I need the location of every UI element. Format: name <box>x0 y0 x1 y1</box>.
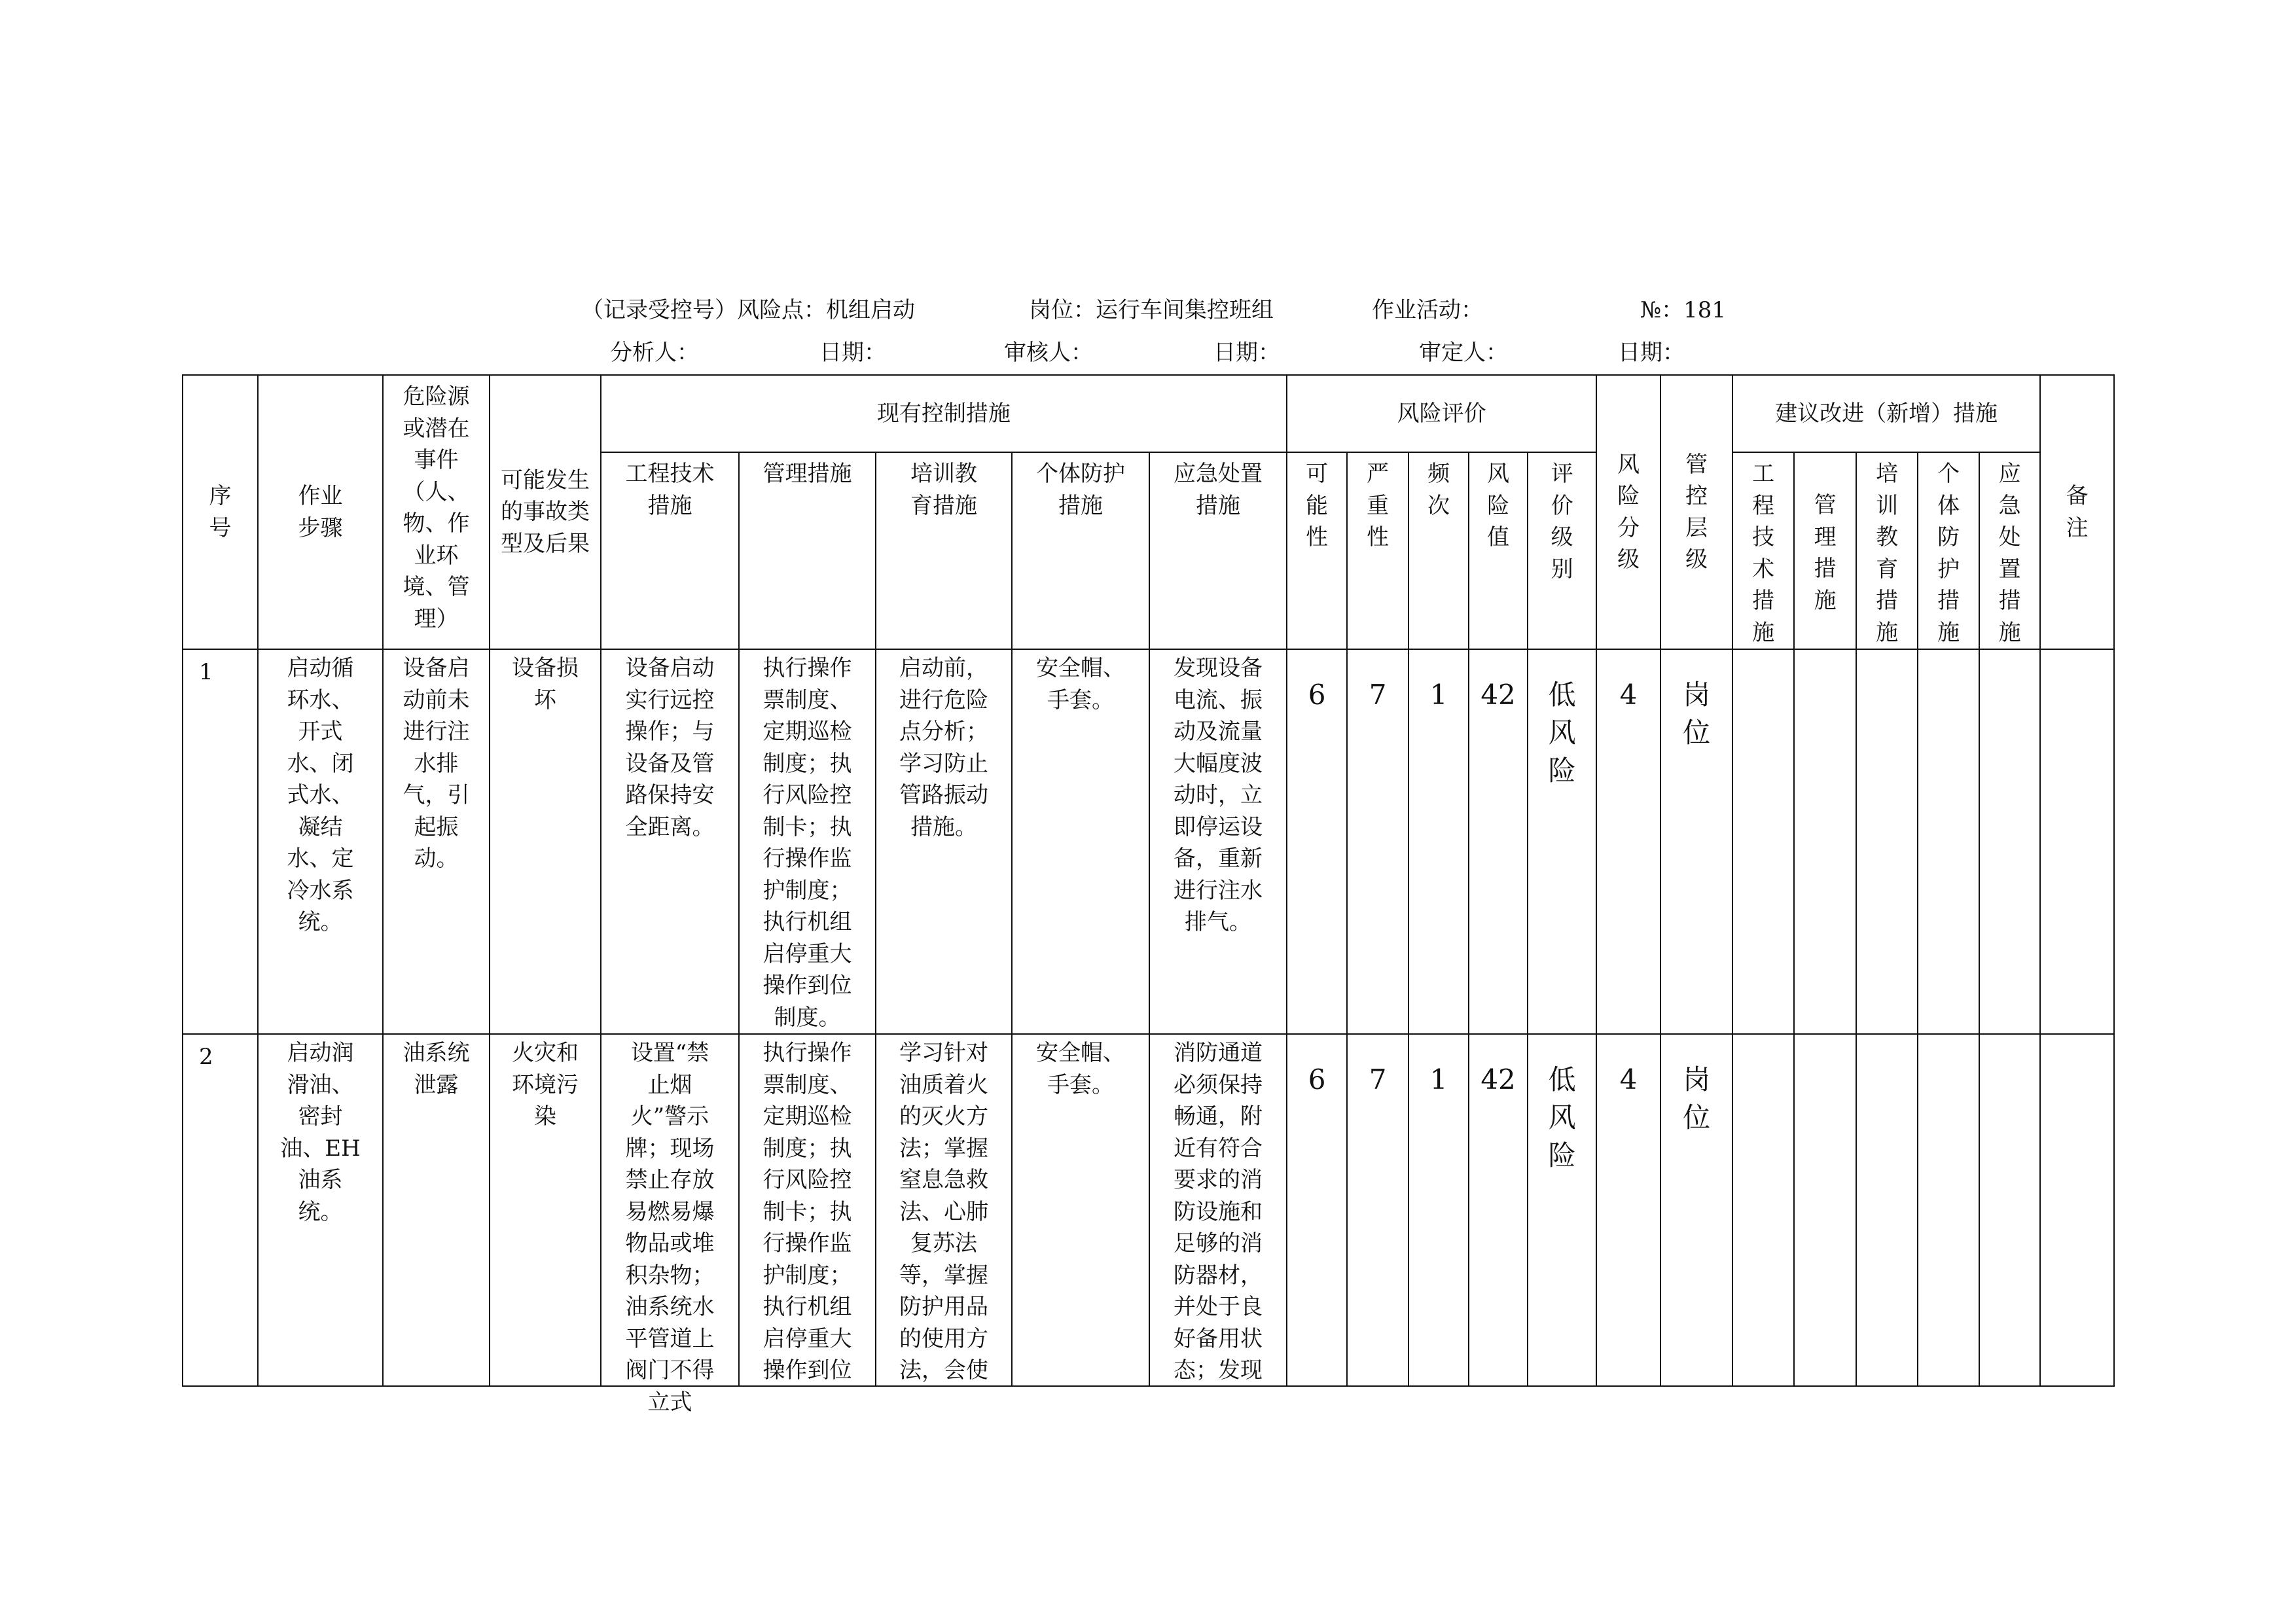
row-remark <box>2040 649 2114 1034</box>
row-mgmt: 执行操作票制度、定期巡检制度；执行风险控制卡；执行操作监护制度；执行机组启停重大操作到位制度。 <box>739 649 876 1034</box>
row-likelihood: 6 <box>1287 1034 1347 1386</box>
header-row-groups <box>183 375 2114 452</box>
row-s-train <box>1856 1034 1918 1386</box>
row-hazard: 油系统泄露 <box>383 1034 490 1386</box>
row-ppe: 安全帽、手套。 <box>1012 649 1149 1034</box>
record-risk-point: （记录受控号）风险点：机组启动 <box>581 297 915 323</box>
row-mgmt: 执行操作票制度、定期巡检制度；执行风险控制卡；执行操作监护制度；执行机组启停重大操作到位 <box>739 1034 876 1386</box>
header-hazard: 危险源或潜在事件（人、物、作业环境、管理） <box>383 375 490 649</box>
header-emerg: 应急处置措施 <box>1149 452 1287 649</box>
date-label-2: 日期： <box>1213 340 1280 366</box>
row-risk-grade: 4 <box>1596 1034 1660 1386</box>
row-s-ppe <box>1918 649 1979 1034</box>
row-control-level: 岗位 <box>1660 1034 1732 1386</box>
row-hazard: 设备启动前未进行注水排气，引起振动。 <box>383 649 490 1034</box>
header-risk-value: 风险值 <box>1469 452 1528 649</box>
row-step: 启动润滑油、密封油、EH油系统。 <box>258 1034 383 1386</box>
row-seq: 2 <box>183 1034 258 1386</box>
row-s-eng <box>1732 1034 1794 1386</box>
row-consequence: 火灾和环境污染 <box>490 1034 601 1386</box>
reviewer-label: 审核人： <box>1004 340 1093 366</box>
row-s-emerg <box>1979 1034 2040 1386</box>
row-risk-value: 42 <box>1469 649 1528 1034</box>
row-eng: 设置“禁止烟火”警示牌；现场禁止存放易燃易爆物品或堆积杂物；油系统水平管道上阀门不得立式 <box>601 1034 739 1386</box>
header-consequence: 可能发生的事故类型及后果 <box>490 375 601 649</box>
header-eval-level: 评价级别 <box>1528 452 1596 649</box>
row-remark <box>2040 1034 2114 1386</box>
row-frequency: 1 <box>1408 649 1469 1034</box>
table-row <box>183 1034 2114 1386</box>
row-train: 学习针对油质着火的灭火方法；掌握窒息急救法、心肺复苏法等，掌握防护用品的使用方法，会使 <box>876 1034 1012 1386</box>
header-remark: 备注 <box>2040 375 2114 649</box>
row-train: 启动前，进行危险点分析；学习防止管路振动措施。 <box>876 649 1012 1034</box>
header-risk-evaluation: 风险评价 <box>1287 375 1596 452</box>
header-s-mgmt: 管理措施 <box>1794 452 1856 649</box>
row-s-emerg <box>1979 649 2040 1034</box>
row-severity: 7 <box>1347 1034 1408 1386</box>
row-seq: 1 <box>183 649 258 1034</box>
row-s-eng <box>1732 649 1794 1034</box>
risk-assessment-table <box>182 374 2115 1416</box>
header-train: 培训教育措施 <box>876 452 1012 649</box>
date-label-3: 日期： <box>1618 340 1685 366</box>
header-s-eng: 工程技术措施 <box>1732 452 1794 649</box>
row-step: 启动循环水、开式水、闭式水、凝结水、定冷水系统。 <box>258 649 383 1034</box>
row-risk-grade: 4 <box>1596 649 1660 1034</box>
row-s-ppe <box>1918 1034 1979 1386</box>
row-eng: 设备启动实行远控操作；与设备及管路保持安全距离。 <box>601 649 739 1034</box>
analyst-label: 分析人： <box>610 340 699 366</box>
header-eng: 工程技术措施 <box>601 452 739 649</box>
header-current-measures: 现有控制措施 <box>601 375 1287 452</box>
form-number: №：181 <box>1640 297 1727 323</box>
header-s-ppe: 个体防护措施 <box>1918 452 1979 649</box>
row-consequence: 设备损坏 <box>490 649 601 1034</box>
row-eval-level: 低风险 <box>1528 1034 1596 1386</box>
header-mgmt: 管理措施 <box>739 452 876 649</box>
row-severity: 7 <box>1347 649 1408 1034</box>
table-row <box>183 649 2114 1034</box>
header-s-train: 培训教育措施 <box>1856 452 1918 649</box>
date-label-1: 日期： <box>819 340 886 366</box>
header-risk-grade: 风险分级 <box>1596 375 1660 649</box>
approver-label: 审定人： <box>1419 340 1508 366</box>
row-emerg: 消防通道必须保持畅通，附近有符合要求的消防设施和足够的消防器材，并处于良好备用状态；发现 <box>1149 1034 1287 1386</box>
row-s-mgmt <box>1794 1034 1856 1386</box>
row-likelihood: 6 <box>1287 649 1347 1034</box>
row-risk-value: 42 <box>1469 1034 1528 1386</box>
header-suggested-measures: 建议改进（新增）措施 <box>1732 375 2040 452</box>
header-s-emerg: 应急处置措施 <box>1979 452 2040 649</box>
row-emerg: 发现设备电流、振动及流量大幅度波动时，立即停运设备，重新进行注水排气。 <box>1149 649 1287 1034</box>
header-control-level: 管控层级 <box>1660 375 1732 649</box>
row-s-train <box>1856 649 1918 1034</box>
post-label: 岗位：运行车间集控班组 <box>1029 297 1274 323</box>
header-likelihood: 可能性 <box>1287 452 1347 649</box>
header-step: 作业步骤 <box>258 375 383 649</box>
header-frequency: 频次 <box>1408 452 1469 649</box>
activity-label: 作业活动： <box>1372 297 1483 323</box>
row-control-level: 岗位 <box>1660 649 1732 1034</box>
row-eval-level: 低风险 <box>1528 649 1596 1034</box>
row-s-mgmt <box>1794 649 1856 1034</box>
header-seq: 序号 <box>183 375 258 649</box>
header-severity: 严重性 <box>1347 452 1408 649</box>
header-ppe: 个体防护措施 <box>1012 452 1149 649</box>
row-ppe: 安全帽、手套。 <box>1012 1034 1149 1386</box>
row-frequency: 1 <box>1408 1034 1469 1386</box>
